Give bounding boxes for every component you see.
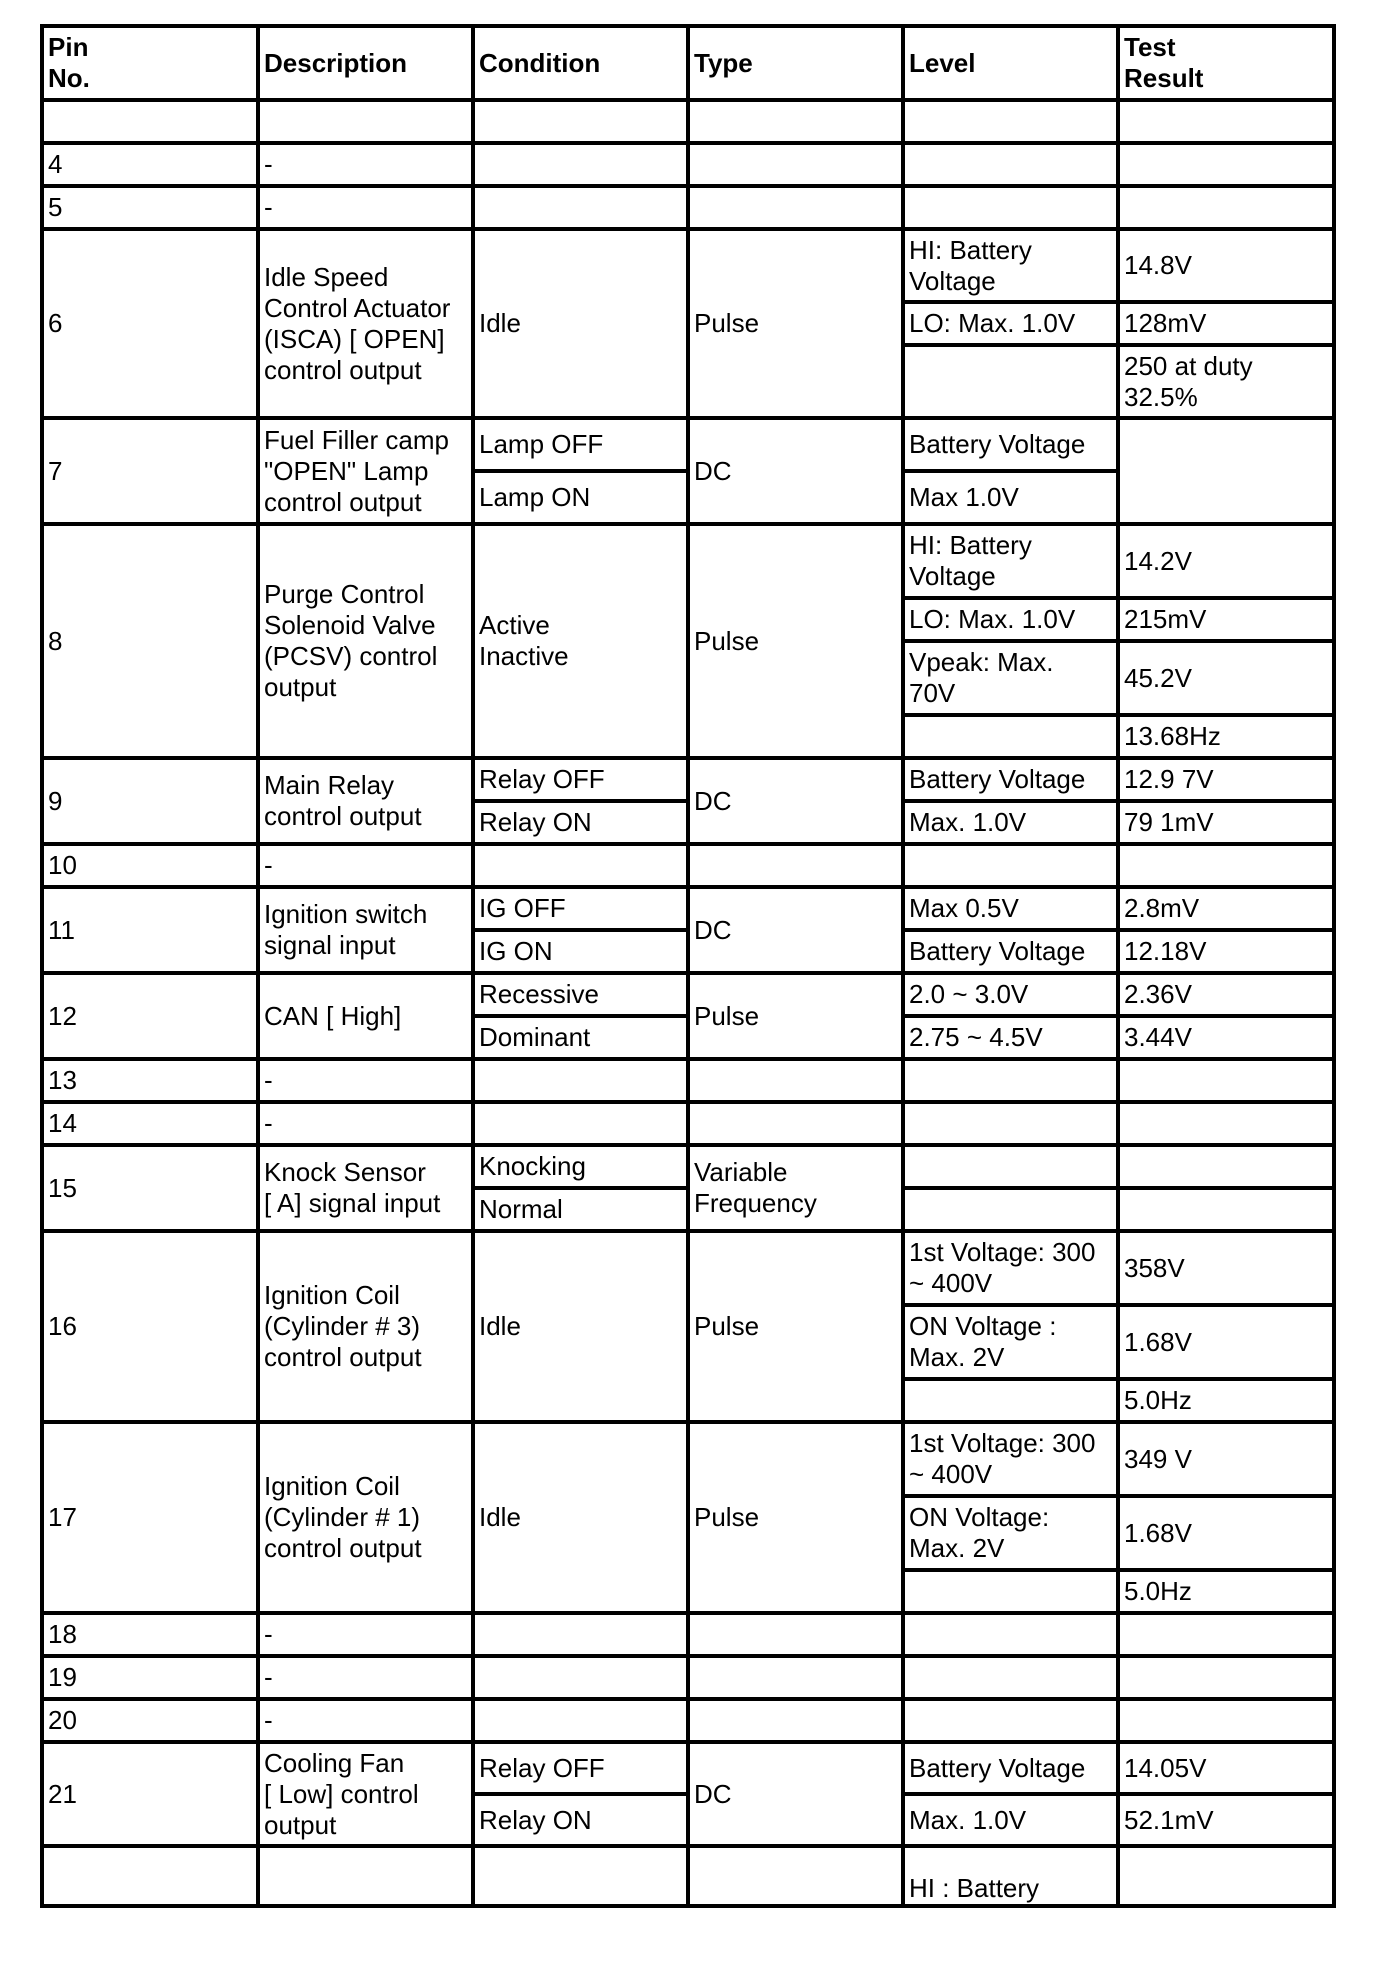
pin-test-table bbox=[40, 24, 1336, 1908]
table-cell bbox=[688, 100, 903, 143]
pin-test-result: 52.1mV bbox=[1118, 1794, 1334, 1846]
pin-number: 9 bbox=[42, 758, 258, 844]
pin-number: 18 bbox=[42, 1613, 258, 1656]
pin-level bbox=[903, 1188, 1118, 1231]
pin-test-result: 5.0Hz bbox=[1118, 1570, 1334, 1613]
pin-type: Pulse bbox=[688, 1231, 903, 1422]
table-row-pin-12 bbox=[42, 973, 1334, 1016]
pin-description: - bbox=[258, 1613, 473, 1656]
pin-condition: IG OFF bbox=[473, 887, 688, 930]
pin-description: - bbox=[258, 1059, 473, 1102]
pin-test-result: 45.2V bbox=[1118, 641, 1334, 715]
table-cell bbox=[688, 1059, 903, 1102]
pin-description: Ignition Coil (Cylinder # 1) control output bbox=[258, 1422, 473, 1613]
header-row bbox=[42, 26, 1334, 100]
pin-test-result: 1.68V bbox=[1118, 1305, 1334, 1379]
table-cell bbox=[903, 100, 1118, 143]
table-row-pin-7 bbox=[42, 418, 1334, 471]
pin-level: 1st Voltage: 300 ~ 400V bbox=[903, 1231, 1118, 1305]
pin-number: 6 bbox=[42, 229, 258, 418]
pin-level bbox=[903, 715, 1118, 758]
table-cell bbox=[258, 100, 473, 143]
table-cell bbox=[473, 1102, 688, 1145]
pin-condition: Relay OFF bbox=[473, 1742, 688, 1794]
table-cell bbox=[473, 186, 688, 229]
table-cell bbox=[1118, 186, 1334, 229]
table-cell bbox=[688, 186, 903, 229]
table-cell bbox=[42, 1846, 258, 1906]
pin-number: 4 bbox=[42, 143, 258, 186]
table-row-pin-16 bbox=[42, 1231, 1334, 1305]
table-cell bbox=[1118, 1846, 1334, 1906]
pin-description: - bbox=[258, 844, 473, 887]
table-row-pin-14 bbox=[42, 1102, 1334, 1145]
pin-description: Fuel Filler camp "OPEN" Lamp control output bbox=[258, 418, 473, 524]
pin-test-result: 12.9 7V bbox=[1118, 758, 1334, 801]
pin-number: 21 bbox=[42, 1742, 258, 1846]
table-cell bbox=[903, 186, 1118, 229]
header-test-result: Test Result bbox=[1118, 26, 1334, 100]
pin-type: DC bbox=[688, 1742, 903, 1846]
pin-level: Battery Voltage bbox=[903, 418, 1118, 471]
pin-condition: Lamp ON bbox=[473, 471, 688, 524]
pin-condition: Relay OFF bbox=[473, 758, 688, 801]
table-cell bbox=[688, 1656, 903, 1699]
pin-test-result: 2.8mV bbox=[1118, 887, 1334, 930]
table-cell bbox=[688, 1699, 903, 1742]
table-cell bbox=[1118, 1059, 1334, 1102]
pin-number: 13 bbox=[42, 1059, 258, 1102]
table-cell bbox=[1118, 143, 1334, 186]
table-cell bbox=[1118, 1656, 1334, 1699]
header-level: Level bbox=[903, 26, 1118, 100]
pin-level: Battery Voltage bbox=[903, 758, 1118, 801]
pin-level: 2.0 ~ 3.0V bbox=[903, 973, 1118, 1016]
pin-test-result: 14.8V bbox=[1118, 229, 1334, 302]
pin-number: 17 bbox=[42, 1422, 258, 1613]
table-cell bbox=[903, 143, 1118, 186]
pin-level: HI: Battery Voltage bbox=[903, 524, 1118, 598]
table-row-pin-15 bbox=[42, 1145, 1334, 1188]
pin-level: ON Voltage: Max. 2V bbox=[903, 1496, 1118, 1570]
table-cell bbox=[258, 1846, 473, 1906]
table-row-pin-8 bbox=[42, 524, 1334, 598]
table-cell bbox=[1118, 1699, 1334, 1742]
table-cell bbox=[903, 1699, 1118, 1742]
table-cell bbox=[473, 1846, 688, 1906]
pin-test-result: 3.44V bbox=[1118, 1016, 1334, 1059]
header-pin-no: Pin No. bbox=[42, 26, 258, 100]
table-row-pin-10 bbox=[42, 844, 1334, 887]
table-row-pin-18 bbox=[42, 1613, 1334, 1656]
pin-condition: Normal bbox=[473, 1188, 688, 1231]
table-cell bbox=[473, 1059, 688, 1102]
table-row-pin-20 bbox=[42, 1699, 1334, 1742]
table-row-pin-19 bbox=[42, 1656, 1334, 1699]
table-cell bbox=[1118, 844, 1334, 887]
pin-type: Pulse bbox=[688, 229, 903, 418]
pin-description: - bbox=[258, 143, 473, 186]
table-row-pin-5 bbox=[42, 186, 1334, 229]
pin-condition: Relay ON bbox=[473, 801, 688, 844]
pin-condition: Lamp OFF bbox=[473, 418, 688, 471]
pin-number: 11 bbox=[42, 887, 258, 973]
pin-level: HI : Battery bbox=[903, 1846, 1118, 1906]
pin-level: ON Voltage : Max. 2V bbox=[903, 1305, 1118, 1379]
table-row-pin-11 bbox=[42, 887, 1334, 930]
pin-test-result: 128mV bbox=[1118, 302, 1334, 345]
pin-description: Ignition Coil (Cylinder # 3) control output bbox=[258, 1231, 473, 1422]
pin-condition: Relay ON bbox=[473, 1794, 688, 1846]
pin-description: Cooling Fan [ Low] control output bbox=[258, 1742, 473, 1846]
pin-test-result: 349 V bbox=[1118, 1422, 1334, 1496]
pin-description: - bbox=[258, 186, 473, 229]
table-cell bbox=[473, 1699, 688, 1742]
pin-test-result: 14.2V bbox=[1118, 524, 1334, 598]
pin-test-result: 13.68Hz bbox=[1118, 715, 1334, 758]
table-row-pin-4 bbox=[42, 143, 1334, 186]
table-row-blank bbox=[42, 100, 1334, 143]
table-cell bbox=[903, 844, 1118, 887]
pin-test-result: 5.0Hz bbox=[1118, 1379, 1334, 1422]
pin-test-result bbox=[1118, 1145, 1334, 1188]
pin-level: Max. 1.0V bbox=[903, 801, 1118, 844]
pin-level: Battery Voltage bbox=[903, 930, 1118, 973]
table-cell bbox=[473, 143, 688, 186]
pin-type: Pulse bbox=[688, 973, 903, 1059]
table-row-pin-17 bbox=[42, 1422, 1334, 1496]
pin-test-result: 12.18V bbox=[1118, 930, 1334, 973]
pin-level bbox=[903, 1379, 1118, 1422]
pin-level: Vpeak: Max. 70V bbox=[903, 641, 1118, 715]
pin-test-result: 2.36V bbox=[1118, 973, 1334, 1016]
pin-test-result bbox=[1118, 1188, 1334, 1231]
pin-description: - bbox=[258, 1656, 473, 1699]
pin-type: DC bbox=[688, 418, 903, 524]
pin-type: Pulse bbox=[688, 1422, 903, 1613]
pin-condition: IG ON bbox=[473, 930, 688, 973]
header-condition: Condition bbox=[473, 26, 688, 100]
table-cell bbox=[473, 844, 688, 887]
pin-number: 16 bbox=[42, 1231, 258, 1422]
table-cell bbox=[903, 1656, 1118, 1699]
pin-condition: Active Inactive bbox=[473, 524, 688, 758]
pin-level bbox=[903, 1570, 1118, 1613]
table-cell bbox=[473, 1613, 688, 1656]
header-description: Description bbox=[258, 26, 473, 100]
pin-number: 19 bbox=[42, 1656, 258, 1699]
pin-level: Max 0.5V bbox=[903, 887, 1118, 930]
table-cell bbox=[903, 1102, 1118, 1145]
pin-type: Variable Frequency bbox=[688, 1145, 903, 1231]
table-cell bbox=[1118, 100, 1334, 143]
table-row-pin-13 bbox=[42, 1059, 1334, 1102]
pin-test-result: 215mV bbox=[1118, 598, 1334, 641]
pin-description: - bbox=[258, 1102, 473, 1145]
table-cell bbox=[903, 1059, 1118, 1102]
pin-description: Ignition switch signal input bbox=[258, 887, 473, 973]
table-cell bbox=[688, 143, 903, 186]
pin-level: 1st Voltage: 300 ~ 400V bbox=[903, 1422, 1118, 1496]
pin-type: DC bbox=[688, 887, 903, 973]
table-row-pin-9 bbox=[42, 758, 1334, 801]
pin-number: 15 bbox=[42, 1145, 258, 1231]
pin-condition: Idle bbox=[473, 1422, 688, 1613]
table-cell bbox=[688, 1613, 903, 1656]
table-cell bbox=[473, 1656, 688, 1699]
table-cell bbox=[688, 844, 903, 887]
pin-test-result: 79 1mV bbox=[1118, 801, 1334, 844]
pin-description: Purge Control Solenoid Valve (PCSV) control output bbox=[258, 524, 473, 758]
table-cell bbox=[473, 100, 688, 143]
pin-test-result: 250 at duty 32.5% bbox=[1118, 345, 1334, 418]
pin-type: Pulse bbox=[688, 524, 903, 758]
table-row-partial bbox=[42, 1846, 1334, 1906]
table-row-pin-6 bbox=[42, 229, 1334, 302]
pin-number: 12 bbox=[42, 973, 258, 1059]
pin-level: Max. 1.0V bbox=[903, 1794, 1118, 1846]
pin-number: 7 bbox=[42, 418, 258, 524]
table-row-pin-21 bbox=[42, 1742, 1334, 1794]
pin-test-result: 1.68V bbox=[1118, 1496, 1334, 1570]
pin-description: CAN [ High] bbox=[258, 973, 473, 1059]
table-cell bbox=[1118, 1613, 1334, 1656]
pin-condition: Recessive bbox=[473, 973, 688, 1016]
pin-level bbox=[903, 1145, 1118, 1188]
pin-number: 20 bbox=[42, 1699, 258, 1742]
pin-description: Knock Sensor [ A] signal input bbox=[258, 1145, 473, 1231]
header-type: Type bbox=[688, 26, 903, 100]
pin-condition: Idle bbox=[473, 1231, 688, 1422]
pin-number: 8 bbox=[42, 524, 258, 758]
table-cell bbox=[1118, 1102, 1334, 1145]
pin-level bbox=[903, 345, 1118, 418]
table-cell bbox=[688, 1846, 903, 1906]
pin-level: LO: Max. 1.0V bbox=[903, 302, 1118, 345]
table-cell bbox=[42, 100, 258, 143]
pin-level: HI: Battery Voltage bbox=[903, 229, 1118, 302]
pin-test-result: 14.05V bbox=[1118, 1742, 1334, 1794]
pin-description: Main Relay control output bbox=[258, 758, 473, 844]
pin-description: - bbox=[258, 1699, 473, 1742]
pin-level: 2.75 ~ 4.5V bbox=[903, 1016, 1118, 1059]
table-cell bbox=[688, 1102, 903, 1145]
pin-test-result: 358V bbox=[1118, 1231, 1334, 1305]
pin-condition: Dominant bbox=[473, 1016, 688, 1059]
pin-condition: Idle bbox=[473, 229, 688, 418]
pin-test-result bbox=[1118, 418, 1334, 524]
table-cell bbox=[903, 1613, 1118, 1656]
pin-number: 5 bbox=[42, 186, 258, 229]
pin-level: LO: Max. 1.0V bbox=[903, 598, 1118, 641]
pin-level: Max 1.0V bbox=[903, 471, 1118, 524]
pin-level: Battery Voltage bbox=[903, 1742, 1118, 1794]
pin-description: Idle Speed Control Actuator (ISCA) [ OPEN] control output bbox=[258, 229, 473, 418]
pin-condition: Knocking bbox=[473, 1145, 688, 1188]
pin-number: 14 bbox=[42, 1102, 258, 1145]
pin-type: DC bbox=[688, 758, 903, 844]
pin-number: 10 bbox=[42, 844, 258, 887]
